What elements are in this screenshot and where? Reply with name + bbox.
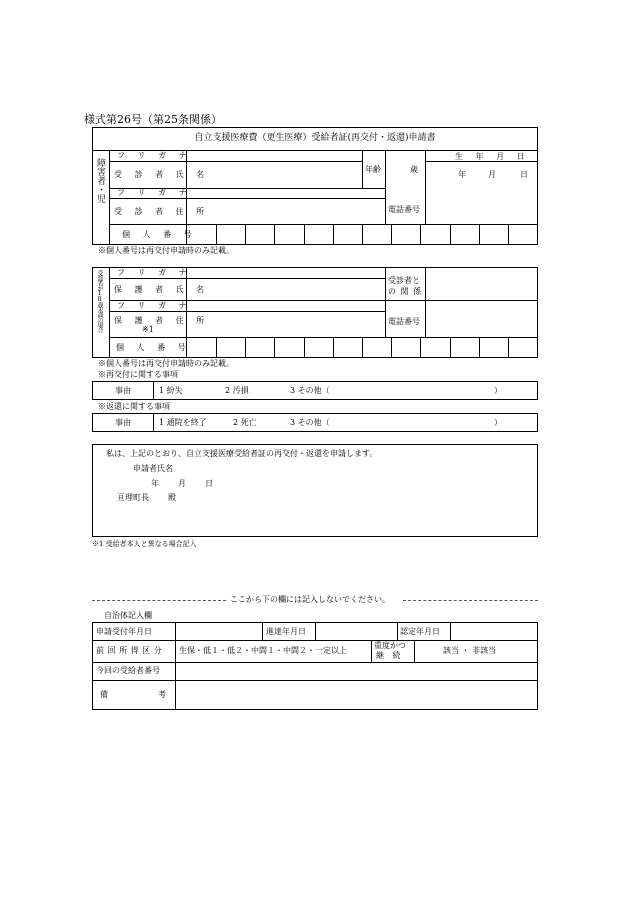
- guardian-name-label: 保 護 者 氏 名: [114, 285, 210, 294]
- id-number-label: 個 人 番 号: [122, 230, 197, 239]
- severe-label-2: 継 続: [376, 651, 404, 660]
- form-number: 様式第26号（第25条関係）: [84, 113, 222, 126]
- guardian-id-label: 個 人 番 号: [116, 343, 191, 352]
- office-title: 自治体記入欄: [104, 611, 152, 620]
- return-title: ※返還に関する事項: [98, 402, 170, 411]
- return-close: ）: [494, 418, 502, 427]
- mayor-label: 亘理町長: [117, 493, 149, 502]
- return-opt-death: 2 死亡: [233, 418, 257, 427]
- reissue-title: ※再交付に関する事項: [98, 370, 178, 379]
- guardian-address-label: 保 護 者 住 所: [114, 316, 210, 325]
- separator-line-left: [92, 600, 226, 601]
- guardian-furigana-label: フ リ ガ ナ: [117, 268, 192, 277]
- declaration-month: 月: [178, 479, 186, 488]
- income-class-options: 生保・低１・低２・中間１・中間２・一定以上: [179, 646, 347, 655]
- patient-name-label: 受 診 者 氏 名: [114, 170, 210, 179]
- applicant-name-label: 申請者氏名: [133, 464, 173, 473]
- reissue-opt-lost: 1 紛失: [159, 386, 183, 395]
- dob-label: 生 年 月 日: [455, 152, 530, 161]
- reissue-opt-other: 3 その他（: [290, 386, 330, 395]
- reissue-close: ）: [494, 386, 502, 395]
- declaration-text: 私は、上記のとおり、自立支援医療受給者証の再交付・返還を申請します。: [106, 449, 378, 458]
- return-reason-label: 事由: [115, 418, 131, 427]
- phone-label: 電話番号: [388, 205, 420, 214]
- declaration-year: 年: [151, 479, 159, 488]
- remarks-label-a: 備: [100, 690, 108, 699]
- approved-date-label: 認定年月日: [400, 627, 440, 636]
- income-class-label: 前 回 所 得 区 分: [96, 646, 163, 655]
- relation-label-2: の 関 係: [388, 287, 423, 296]
- guardian-furigana-label-2: フ リ ガ ナ: [117, 301, 192, 310]
- progress-date-label: 進達年月日: [266, 627, 306, 636]
- furigana-label-2: フ リ ガ ナ: [117, 188, 192, 197]
- separator-text: ここから下の欄には記入しないでください。: [230, 595, 390, 604]
- guardian-phone-label: 電話番号: [388, 317, 420, 326]
- return-opt-ended: 1 通院を終了: [159, 418, 207, 427]
- dob-year: 年: [458, 170, 466, 179]
- applicable-options: 該当 ・ 非該当: [443, 646, 497, 655]
- mayor-dono: 殿: [168, 493, 176, 502]
- remarks-label-b: 考: [158, 690, 166, 699]
- guardian-address-note: ※1: [142, 325, 154, 334]
- footnote: ※1 受給者本人と異なる場合記入: [92, 540, 197, 548]
- dob-day: 日: [520, 170, 528, 179]
- id-note-1: ※個人番号は再交付申請時のみ記載。: [98, 246, 234, 255]
- id-note-2: ※個人番号は再交付申請時のみ記載。: [98, 359, 234, 368]
- applicant-side-label: 障害者・児: [95, 158, 105, 203]
- recipient-number-label: 今回の受給者番号: [96, 666, 160, 675]
- severe-label-1: 重度かつ: [374, 641, 406, 650]
- reissue-reason-label: 事由: [115, 386, 131, 395]
- dob-month: 月: [488, 170, 496, 179]
- separator-line-right: [403, 600, 538, 601]
- relation-label-1: 受診者と: [388, 276, 420, 285]
- reissue-opt-damaged: 2 汚損: [225, 386, 249, 395]
- furigana-label: フ リ ガ ナ: [117, 151, 192, 160]
- patient-address-label: 受 診 者 住 所: [114, 207, 210, 216]
- age-unit: 歳: [410, 165, 418, 174]
- return-opt-other: 3 その他（: [290, 418, 330, 427]
- form-title: 自立支援医療費（更生医療）受給者証(再交付・返還)申請書: [194, 133, 436, 143]
- declaration-day: 日: [205, 479, 213, 488]
- received-date-label: 申請受付年月日: [96, 627, 152, 636]
- age-label: 年齢: [365, 165, 381, 174]
- guardian-side-label: 受診者が18歳未満の場合: [96, 270, 103, 332]
